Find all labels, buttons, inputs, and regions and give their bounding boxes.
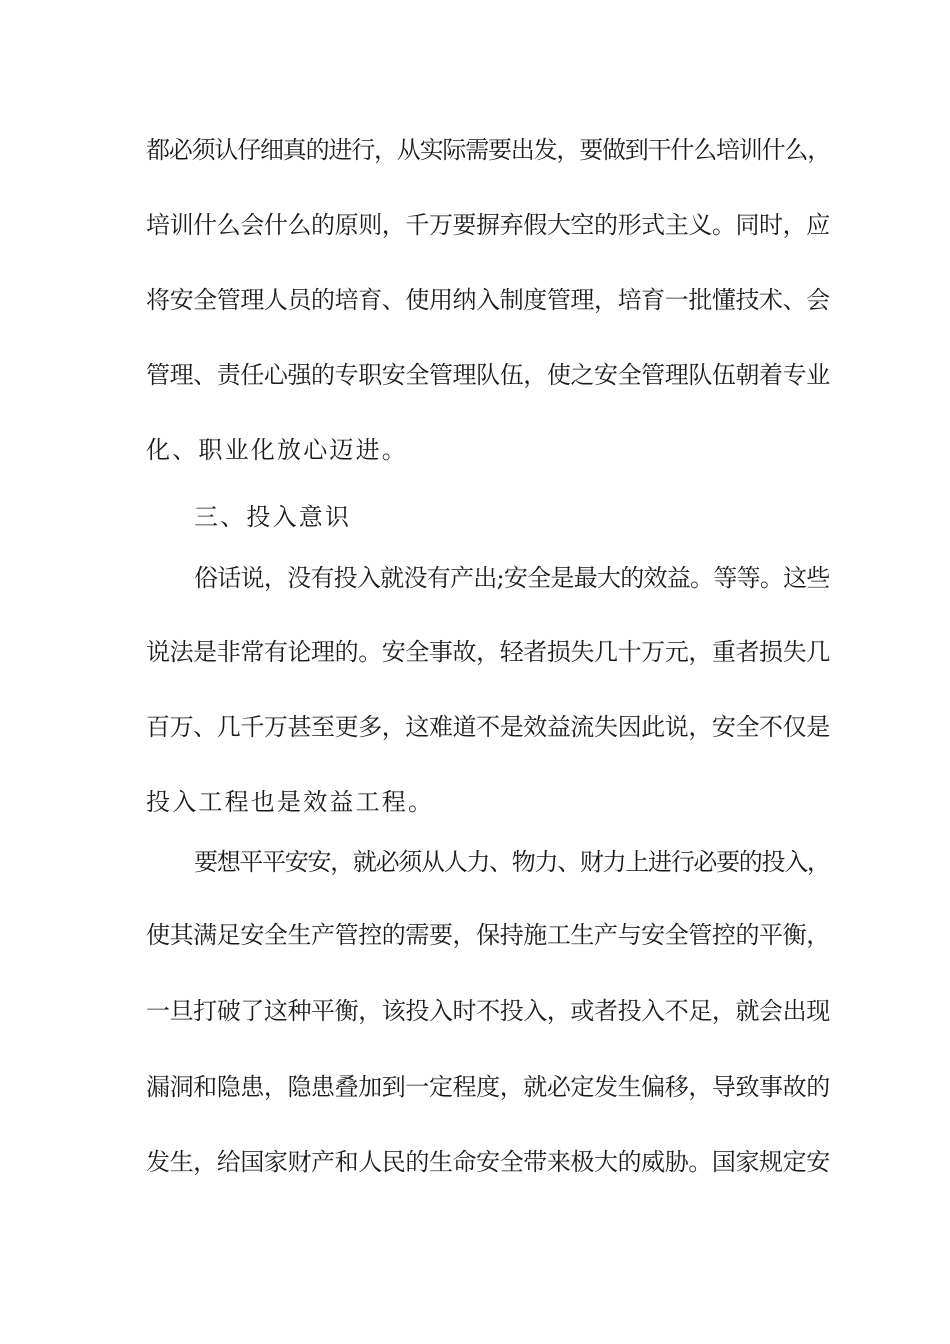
text-line: 一旦打破了这种平衡，该投入时不投入，或者投入不足，就会出现 [146, 997, 830, 1025]
text-line: 俗话说，没有投入就没有产出;安全是最大的效益。等等。这些 [194, 564, 830, 592]
section-heading: 三、投入意识 [194, 503, 352, 531]
text-line: 将安全管理人员的培育、使用纳入制度管理，培育一批懂技术、会 [146, 286, 830, 314]
text-line: 说法是非常有论理的。安全事故，轻者损失几十万元，重者损失几 [146, 638, 830, 666]
text-line: 百万、几千万甚至更多，这难道不是效益流失因此说，安全不仅是 [146, 713, 830, 741]
text-line: 要想平平安安，就必须从人力、物力、财力上进行必要的投入， [194, 848, 830, 876]
text-line: 使其满足安全生产管控的需要，保持施工生产与安全管控的平衡， [146, 921, 830, 949]
text-line: 都必须认仔细真的进行，从实际需要出发，要做到干什么培训什么， [146, 136, 830, 164]
text-line: 化、职业化放心迈进。 [146, 436, 408, 464]
text-line: 投入工程也是效益工程。 [146, 788, 435, 816]
text-line: 培训什么会什么的原则，千万要摒弃假大空的形式主义。同时，应 [146, 211, 830, 239]
text-line: 管理、责任心强的专职安全管理队伍，使之安全管理队伍朝着专业 [146, 361, 830, 389]
text-line: 漏洞和隐患，隐患叠加到一定程度，就必定发生偏移，导致事故的 [146, 1073, 830, 1101]
text-line: 发生，给国家财产和人民的生命安全带来极大的威胁。国家规定安 [146, 1148, 830, 1176]
